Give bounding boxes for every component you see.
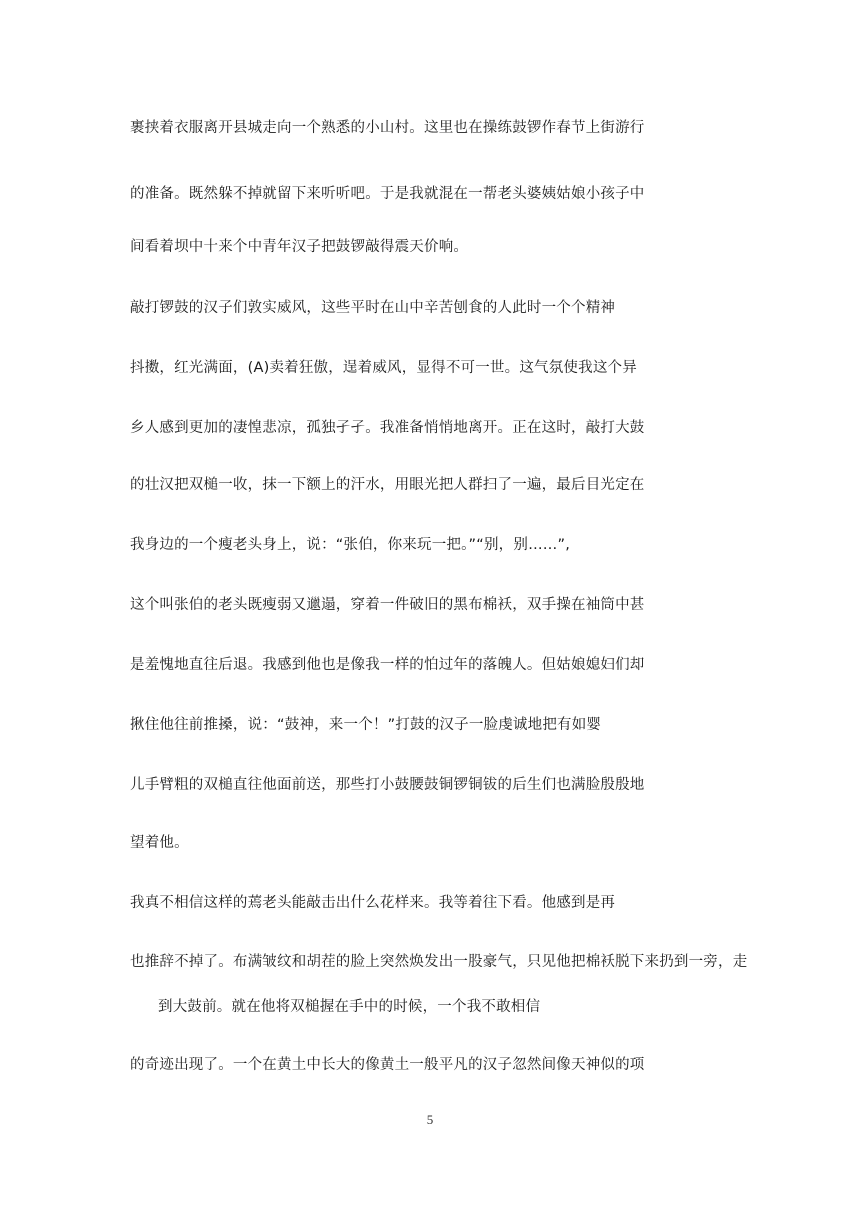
text-line: 我真不相信这样的蔫老头能敲击出什么花样来。我等着往下看。他感到是再	[130, 895, 616, 911]
text-line: 儿手臂粗的双槌直往他面前送，那些打小鼓腰鼓铜锣铜钹的后生们也满脸殷殷地	[130, 777, 645, 793]
text-line: 这个叫张伯的老头既瘦弱又邋遢，穿着一件破旧的黑布棉袄，双手操在袖筒中甚	[130, 597, 645, 613]
text-line: 我身边的一个瘦老头身上，说：“张伯，你来玩一把。”“别，别……”,	[130, 537, 571, 553]
text-line: 揪住他往前推搡，说：“鼓神，来一个！”打鼓的汉子一脸虔诚地把有如婴	[130, 717, 602, 733]
text-line: 的壮汉把双槌一收，抹一下额上的汗水，用眼光把人群扫了一遍，最后目光定在	[130, 477, 645, 493]
text-line: 到大鼓前。就在他将双槌握在手中的时候，一个我不敢相信	[158, 999, 541, 1015]
text-line: 裹挟着衣服离开县城走向一个熟悉的小山村。这里也在操练鼓锣作春节上街游行	[130, 120, 645, 136]
text-line: 间看着坝中十来个中青年汉子把鼓锣敲得震天价响。	[130, 239, 469, 255]
page-number: 5	[426, 1112, 434, 1127]
text-line: 抖擞，红光满面，(A)卖着狂傲，逞着威风，显得不可一世。这气氛使我这个异	[130, 360, 637, 376]
text-line: 的奇迹出现了。一个在黄土中长大的像黄土一般平凡的汉子忽然间像天神似的项	[130, 1057, 645, 1073]
text-line: 敲打锣鼓的汉子们敦实威风，这些平时在山中辛苦刨食的人此时一个个精神	[130, 300, 616, 316]
text-line: 也推辞不掉了。布满皱纹和胡茬的脸上突然焕发出一股豪气，只见他把棉袄脱下来扔到一旁，走	[130, 954, 748, 970]
text-line: 是羞愧地直往后退。我感到他也是像我一样的怕过年的落魄人。但姑娘媳妇们却	[130, 657, 645, 673]
text-line: 乡人感到更加的凄惶悲凉，孤独孑孑。我准备悄悄地离开。正在这时，敲打大鼓	[130, 420, 645, 436]
text-line: 望着他。	[130, 835, 189, 851]
text-line: 的准备。既然躲不掉就留下来听听吧。于是我就混在一帮老头婆姨姑娘小孩子中	[130, 186, 645, 202]
